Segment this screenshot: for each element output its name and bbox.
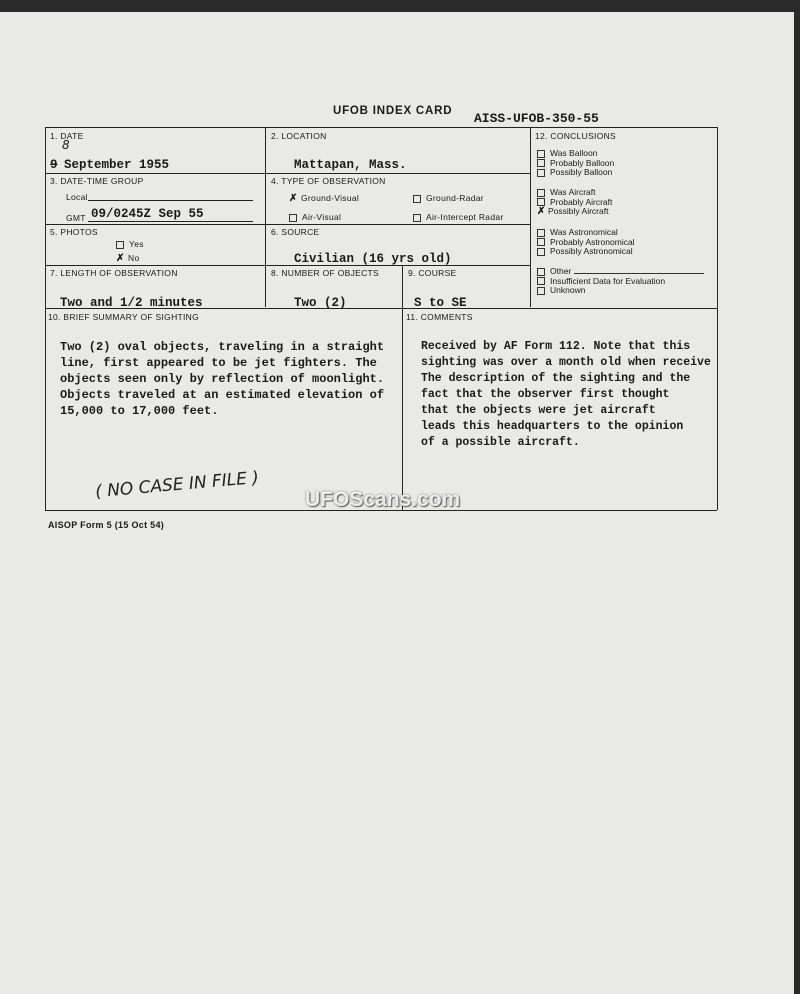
row-divider-2 bbox=[45, 224, 530, 225]
checkbox-icon bbox=[537, 150, 545, 158]
checkbox-icon bbox=[537, 189, 545, 197]
row-divider-1 bbox=[45, 173, 530, 174]
checkbox-icon bbox=[537, 169, 545, 177]
source-label: 6. SOURCE bbox=[271, 227, 320, 237]
location-value: Mattapan, Mass. bbox=[294, 158, 407, 172]
conclusion-group-aircraft bbox=[537, 188, 612, 217]
photos-label: 5. PHOTOS bbox=[50, 227, 98, 237]
gmt-underline bbox=[88, 221, 253, 222]
checkbox-icon bbox=[537, 277, 545, 285]
option-air-visual: Air-Visual bbox=[289, 212, 341, 222]
conclusion-was-balloon: Was Balloon bbox=[537, 149, 614, 159]
conclusion-probably-astronomical: Probably Astronomical bbox=[537, 238, 635, 248]
date-struck-day: 9 bbox=[50, 158, 58, 172]
location-label: 2. LOCATION bbox=[271, 131, 327, 141]
checked-box-icon: ✗ bbox=[289, 193, 298, 205]
checkbox-icon bbox=[537, 159, 545, 167]
card-left-border bbox=[45, 127, 46, 510]
observation-type-label: 4. TYPE OF OBSERVATION bbox=[271, 176, 386, 186]
date-time-group-label: 3. DATE-TIME GROUP bbox=[50, 176, 144, 186]
checkbox-icon bbox=[413, 195, 421, 203]
checkbox-icon bbox=[537, 229, 545, 237]
conclusion-probably-aircraft: Probably Aircraft bbox=[537, 198, 612, 208]
form-id: AISOP Form 5 (15 Oct 54) bbox=[48, 520, 165, 530]
conclusion-group-balloon bbox=[537, 149, 614, 178]
source-value: Civilian (16 yrs old) bbox=[294, 252, 452, 266]
checkbox-icon bbox=[537, 287, 545, 295]
checkbox-icon bbox=[413, 214, 421, 222]
conclusion-possibly-balloon: Possibly Balloon bbox=[537, 168, 614, 178]
option-ground-visual: ✗ Ground-Visual bbox=[289, 193, 360, 205]
conclusion-other: Other bbox=[537, 267, 704, 277]
comments-line: leads this headquarters to the opinion bbox=[421, 420, 684, 433]
conclusion-possibly-aircraft: ✗ Possibly Aircraft bbox=[537, 206, 609, 218]
gmt-label: GMT bbox=[66, 213, 86, 223]
conclusion-group-astronomical bbox=[537, 228, 635, 257]
card-right-border bbox=[717, 127, 718, 510]
summary-text bbox=[60, 339, 384, 419]
conclusions-label: 12. CONCLUSIONS bbox=[535, 131, 617, 141]
comments-line: The description of the sighting and the bbox=[421, 372, 691, 385]
comments-line: sighting was over a month old when receive bbox=[421, 356, 711, 369]
course-value: S to SE bbox=[414, 296, 467, 310]
date-label: 1. DATE bbox=[50, 131, 84, 141]
summary-label: 10. BRIEF SUMMARY OF SIGHTING bbox=[48, 312, 200, 322]
row-divider-3 bbox=[45, 265, 530, 266]
course-label: 9. COURSE bbox=[408, 268, 457, 278]
local-label: Local bbox=[66, 192, 88, 202]
checkbox-icon bbox=[289, 214, 297, 222]
conclusion-probably-balloon: Probably Balloon bbox=[537, 159, 614, 169]
summary-line: 15,000 to 17,000 feet. bbox=[60, 404, 219, 418]
comments-line: Received by AF Form 112. Note that this bbox=[421, 340, 691, 353]
conclusion-unknown: Unknown bbox=[537, 286, 704, 296]
summary-line: objects seen only by reflection of moonlight. bbox=[60, 372, 385, 386]
checked-box-icon: ✗ bbox=[116, 253, 125, 265]
card-title: UFOB INDEX CARD bbox=[333, 105, 453, 117]
conclusion-was-aircraft: Was Aircraft bbox=[537, 188, 612, 198]
date-value: September 1955 bbox=[64, 158, 170, 172]
conclusion-insufficient-data: Insufficient Data for Evaluation bbox=[537, 277, 704, 287]
comments-label: 11. COMMENTS bbox=[406, 312, 473, 322]
number-of-objects-value: Two (2) bbox=[294, 296, 347, 310]
option-ground-radar: Ground-Radar bbox=[413, 193, 484, 203]
checkbox-icon bbox=[537, 248, 545, 256]
option-photos-no: ✗ No bbox=[116, 253, 140, 265]
column-divider-2 bbox=[530, 127, 531, 307]
case-number: AISS-UFOB-350-55 bbox=[474, 111, 599, 126]
checkbox-icon bbox=[537, 238, 545, 246]
conclusion-possibly-astronomical: Possibly Astronomical bbox=[537, 247, 635, 257]
conclusion-group-other bbox=[537, 267, 704, 296]
column-divider-3 bbox=[402, 265, 403, 510]
watermark: UFOScans.com bbox=[305, 488, 461, 511]
card-top-border bbox=[45, 127, 717, 128]
summary-line: Two (2) oval objects, traveling in a straight bbox=[60, 340, 385, 354]
local-underline bbox=[88, 200, 253, 201]
length-of-observation-value: Two and 1/2 minutes bbox=[60, 296, 203, 310]
conclusion-was-astronomical: Was Astronomical bbox=[537, 228, 635, 238]
comments-line: of a possible aircraft. bbox=[421, 436, 580, 449]
gmt-value: 09/0245Z Sep 55 bbox=[91, 207, 204, 221]
checkbox-icon bbox=[537, 268, 545, 276]
column-divider-1 bbox=[265, 127, 266, 307]
checkbox-icon bbox=[537, 198, 545, 206]
handwritten-note: ( NO CASE IN FILE ) bbox=[94, 467, 260, 503]
summary-line: Objects traveled at an estimated elevation of bbox=[60, 388, 385, 402]
summary-line: line, first appeared to be jet fighters. The bbox=[60, 356, 377, 370]
comments-text bbox=[421, 339, 711, 451]
comments-line: fact that the observer first thought bbox=[421, 388, 670, 401]
comments-line: that the objects were jet aircraft bbox=[421, 404, 656, 417]
number-of-objects-label: 8. NUMBER OF OBJECTS bbox=[271, 268, 380, 278]
checked-box-icon: ✗ bbox=[537, 206, 546, 218]
date-corrected-day: 8 bbox=[62, 138, 70, 152]
option-photos-yes: Yes bbox=[116, 239, 144, 249]
checkbox-icon bbox=[116, 241, 124, 249]
length-of-observation-label: 7. LENGTH OF OBSERVATION bbox=[50, 268, 178, 278]
option-air-intercept-radar: Air-Intercept Radar bbox=[413, 212, 504, 222]
